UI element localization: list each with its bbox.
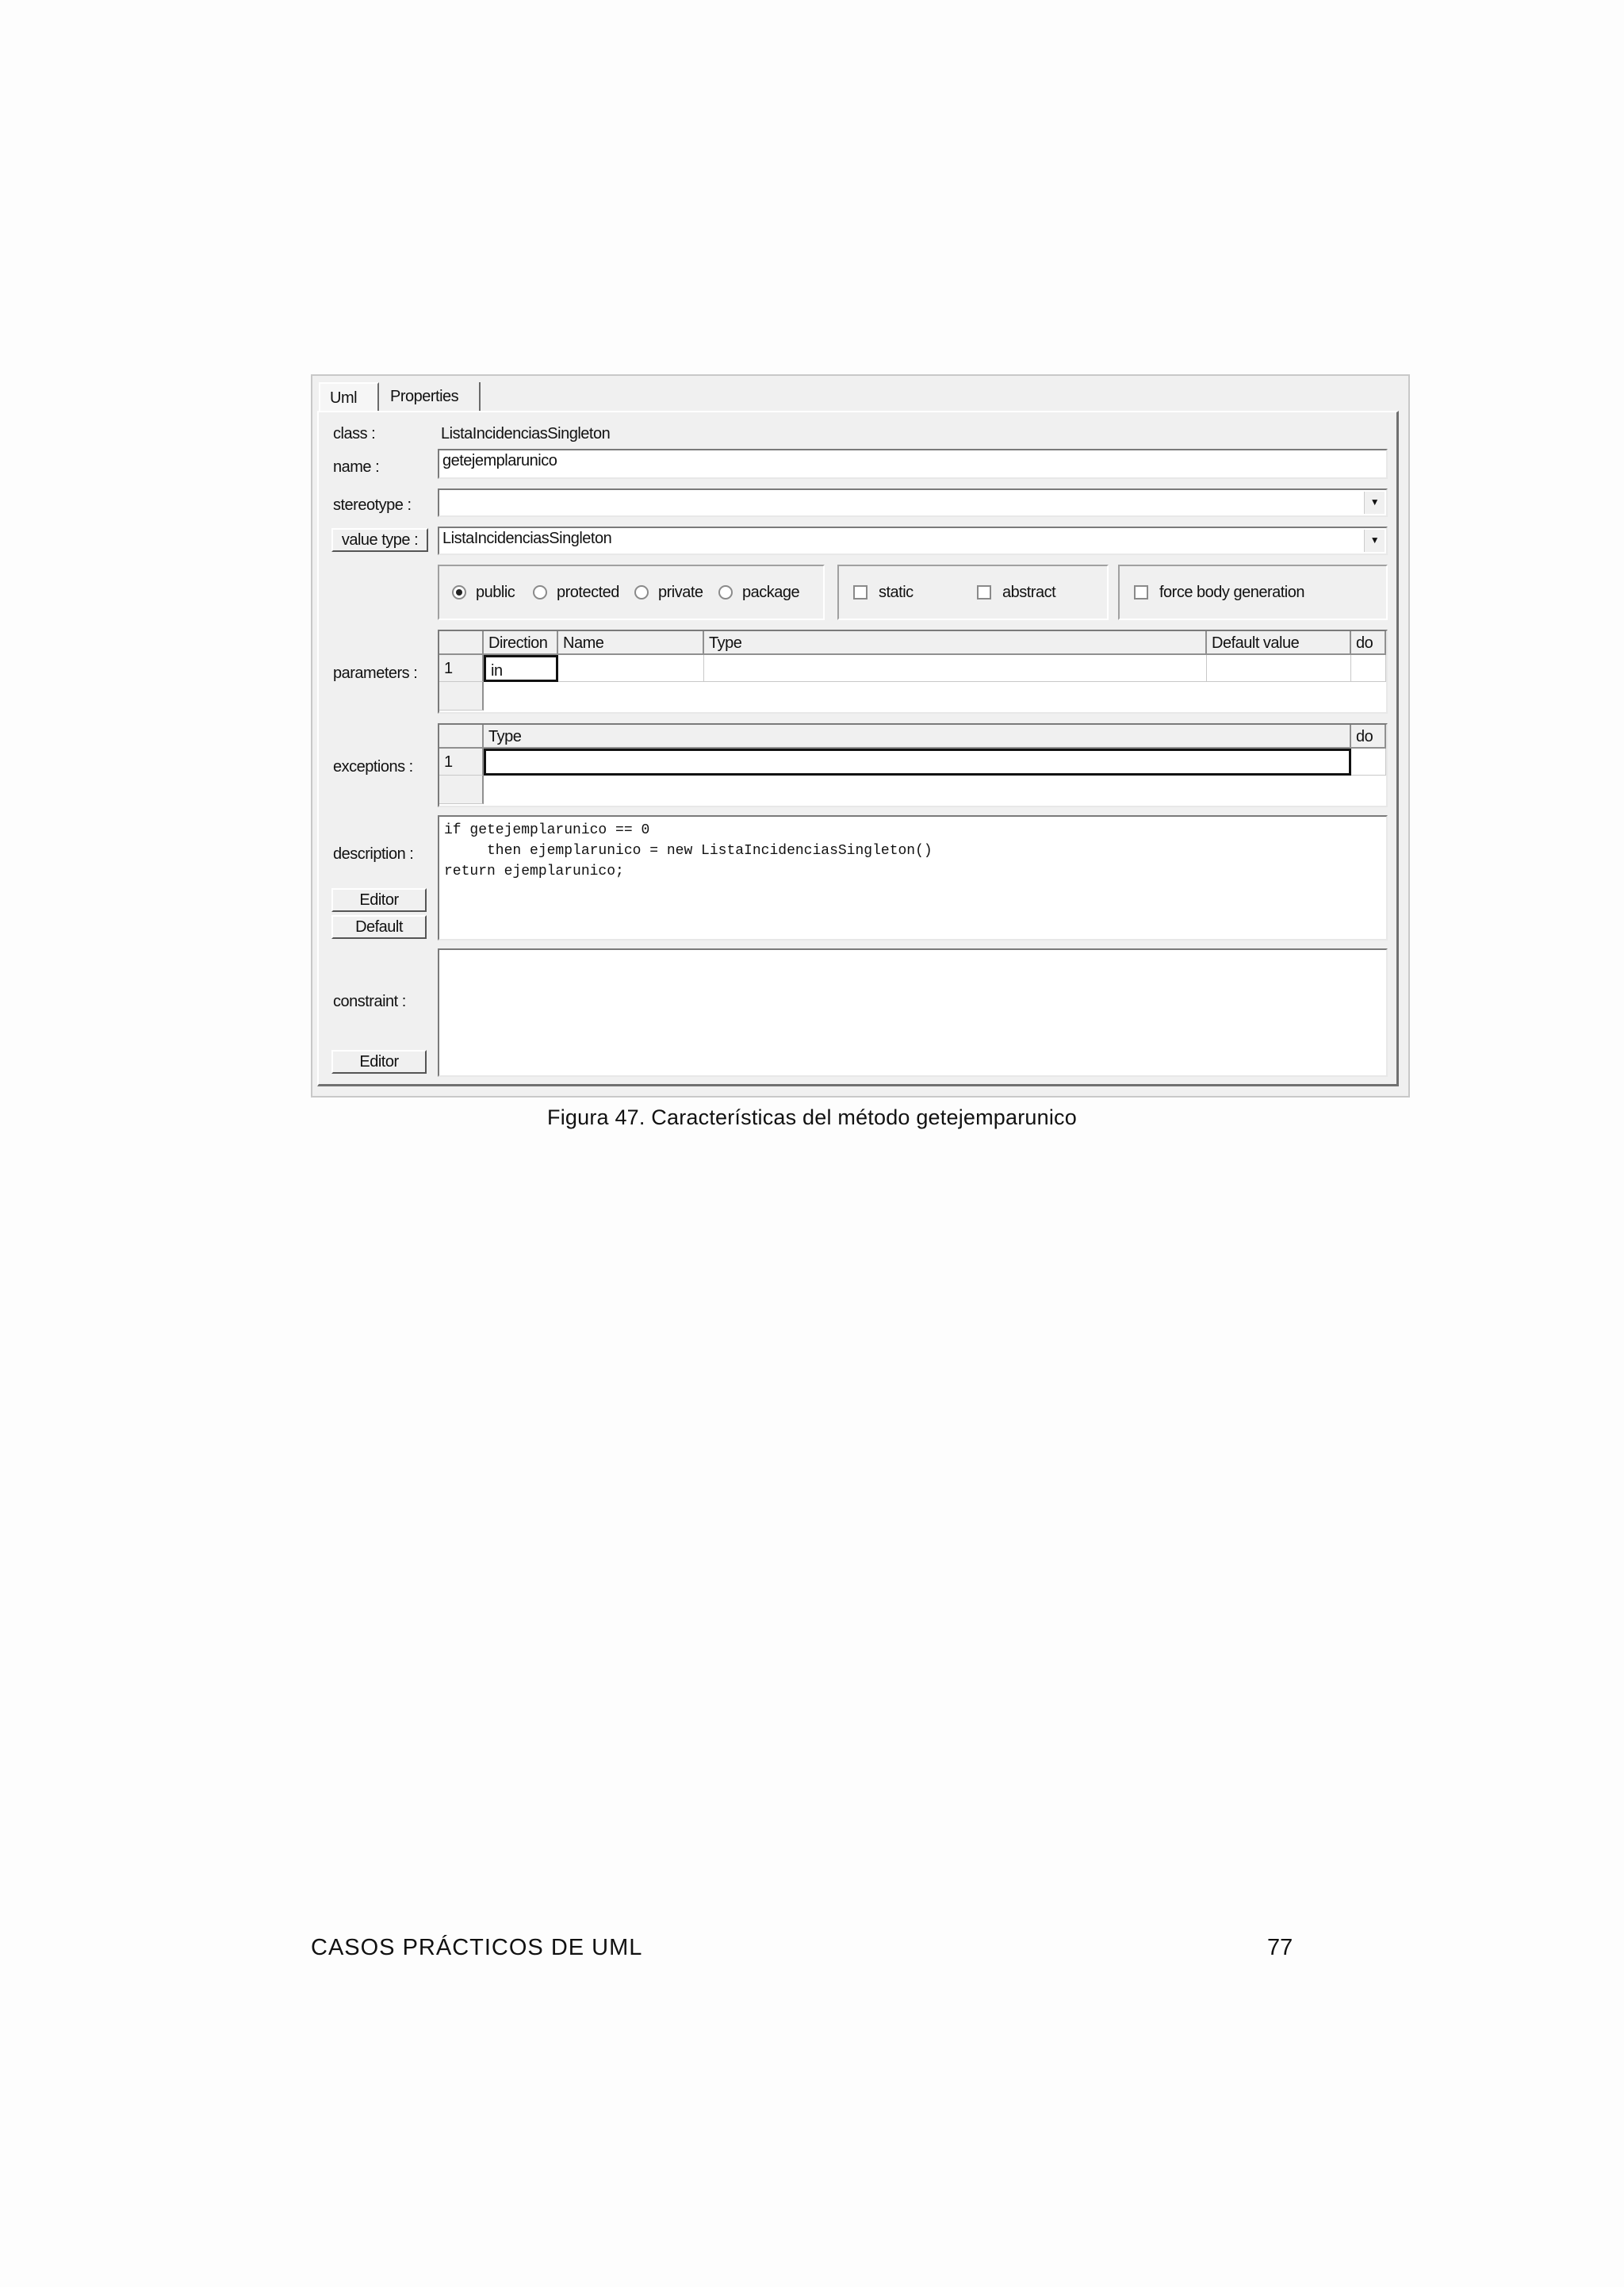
- type-cell[interactable]: [704, 655, 1207, 682]
- visibility-group: [438, 565, 825, 620]
- do-cell[interactable]: [1351, 749, 1386, 776]
- static-label: static: [879, 584, 914, 601]
- figure-caption: Figura 47. Características del método getejemparunico: [547, 1105, 1077, 1129]
- column-header-type[interactable]: Type: [704, 631, 1207, 655]
- force-body-label: force body generation: [1159, 584, 1304, 601]
- column-header-default-value[interactable]: Default value: [1207, 631, 1351, 655]
- name-cell[interactable]: [558, 655, 704, 682]
- modifiers-group: [837, 565, 1109, 620]
- stereotype-label: stereotype :: [333, 496, 412, 514]
- description-label: description :: [333, 845, 414, 863]
- parameters-table: [438, 630, 1388, 714]
- column-header-name[interactable]: Name: [558, 631, 704, 655]
- description-editor-button[interactable]: Editor: [331, 888, 427, 912]
- force-body-checkbox[interactable]: [1134, 585, 1148, 600]
- uml-panel: [317, 411, 1399, 1086]
- parameters-label: parameters :: [333, 665, 418, 682]
- package-label: package: [742, 584, 800, 601]
- class-label: class :: [333, 425, 376, 442]
- radio-public[interactable]: [452, 585, 466, 600]
- value-type-select[interactable]: [438, 527, 1388, 555]
- column-header-do[interactable]: do: [1351, 725, 1386, 749]
- protected-label: protected: [557, 584, 619, 601]
- book-title: CASOS PRÁCTICOS DE UML: [311, 1935, 643, 1960]
- radio-package[interactable]: [718, 585, 733, 600]
- constraint-editor-button[interactable]: Editor: [331, 1050, 427, 1074]
- exceptions-corner-header: [439, 725, 484, 749]
- column-header-direction[interactable]: Direction: [484, 631, 558, 655]
- radio-private[interactable]: [634, 585, 649, 600]
- chevron-down-icon[interactable]: ▼: [1364, 530, 1385, 552]
- exception-type-cell[interactable]: [484, 749, 1351, 776]
- value-type-button[interactable]: value type :: [331, 528, 428, 552]
- constraint-textarea[interactable]: [438, 948, 1388, 1077]
- description-default-button[interactable]: Default: [331, 915, 427, 939]
- column-header-do[interactable]: do: [1351, 631, 1386, 655]
- public-label: public: [476, 584, 515, 601]
- row-number: 1: [439, 655, 484, 682]
- stereotype-select[interactable]: [438, 488, 1388, 517]
- abstract-checkbox[interactable]: [977, 585, 991, 600]
- private-label: private: [658, 584, 703, 601]
- tab-uml[interactable]: Uml: [319, 382, 379, 411]
- name-field[interactable]: getejemplarunico: [438, 449, 1388, 479]
- constraint-label: constraint :: [333, 993, 406, 1010]
- abstract-label: abstract: [1002, 584, 1056, 601]
- name-label: name :: [333, 458, 380, 476]
- empty-row-header: [439, 682, 484, 711]
- value-type-value: ListaIncidenciasSingleton: [442, 530, 612, 547]
- static-checkbox[interactable]: [853, 585, 868, 600]
- force-body-group: [1118, 565, 1388, 620]
- column-header-type[interactable]: Type: [484, 725, 1351, 749]
- default-value-cell[interactable]: [1207, 655, 1351, 682]
- exceptions-label: exceptions :: [333, 758, 413, 776]
- do-cell[interactable]: [1351, 655, 1386, 682]
- tab-properties[interactable]: Properties: [381, 382, 481, 411]
- class-value: ListaIncidenciasSingleton: [441, 425, 611, 442]
- exceptions-table: [438, 723, 1388, 807]
- page-number: 77: [1267, 1935, 1293, 1960]
- description-textarea[interactable]: if getejemplarunico == 0 then ejemplarunico = new ListaIncidenciasSingleton() return ejemplarunico;: [438, 815, 1388, 940]
- row-number: 1: [439, 749, 484, 776]
- chevron-down-icon[interactable]: ▼: [1364, 492, 1385, 514]
- operation-dialog: [311, 374, 1410, 1098]
- parameters-corner-header: [439, 631, 484, 655]
- empty-row-header: [439, 776, 484, 804]
- radio-protected[interactable]: [533, 585, 547, 600]
- direction-cell[interactable]: in: [484, 655, 558, 682]
